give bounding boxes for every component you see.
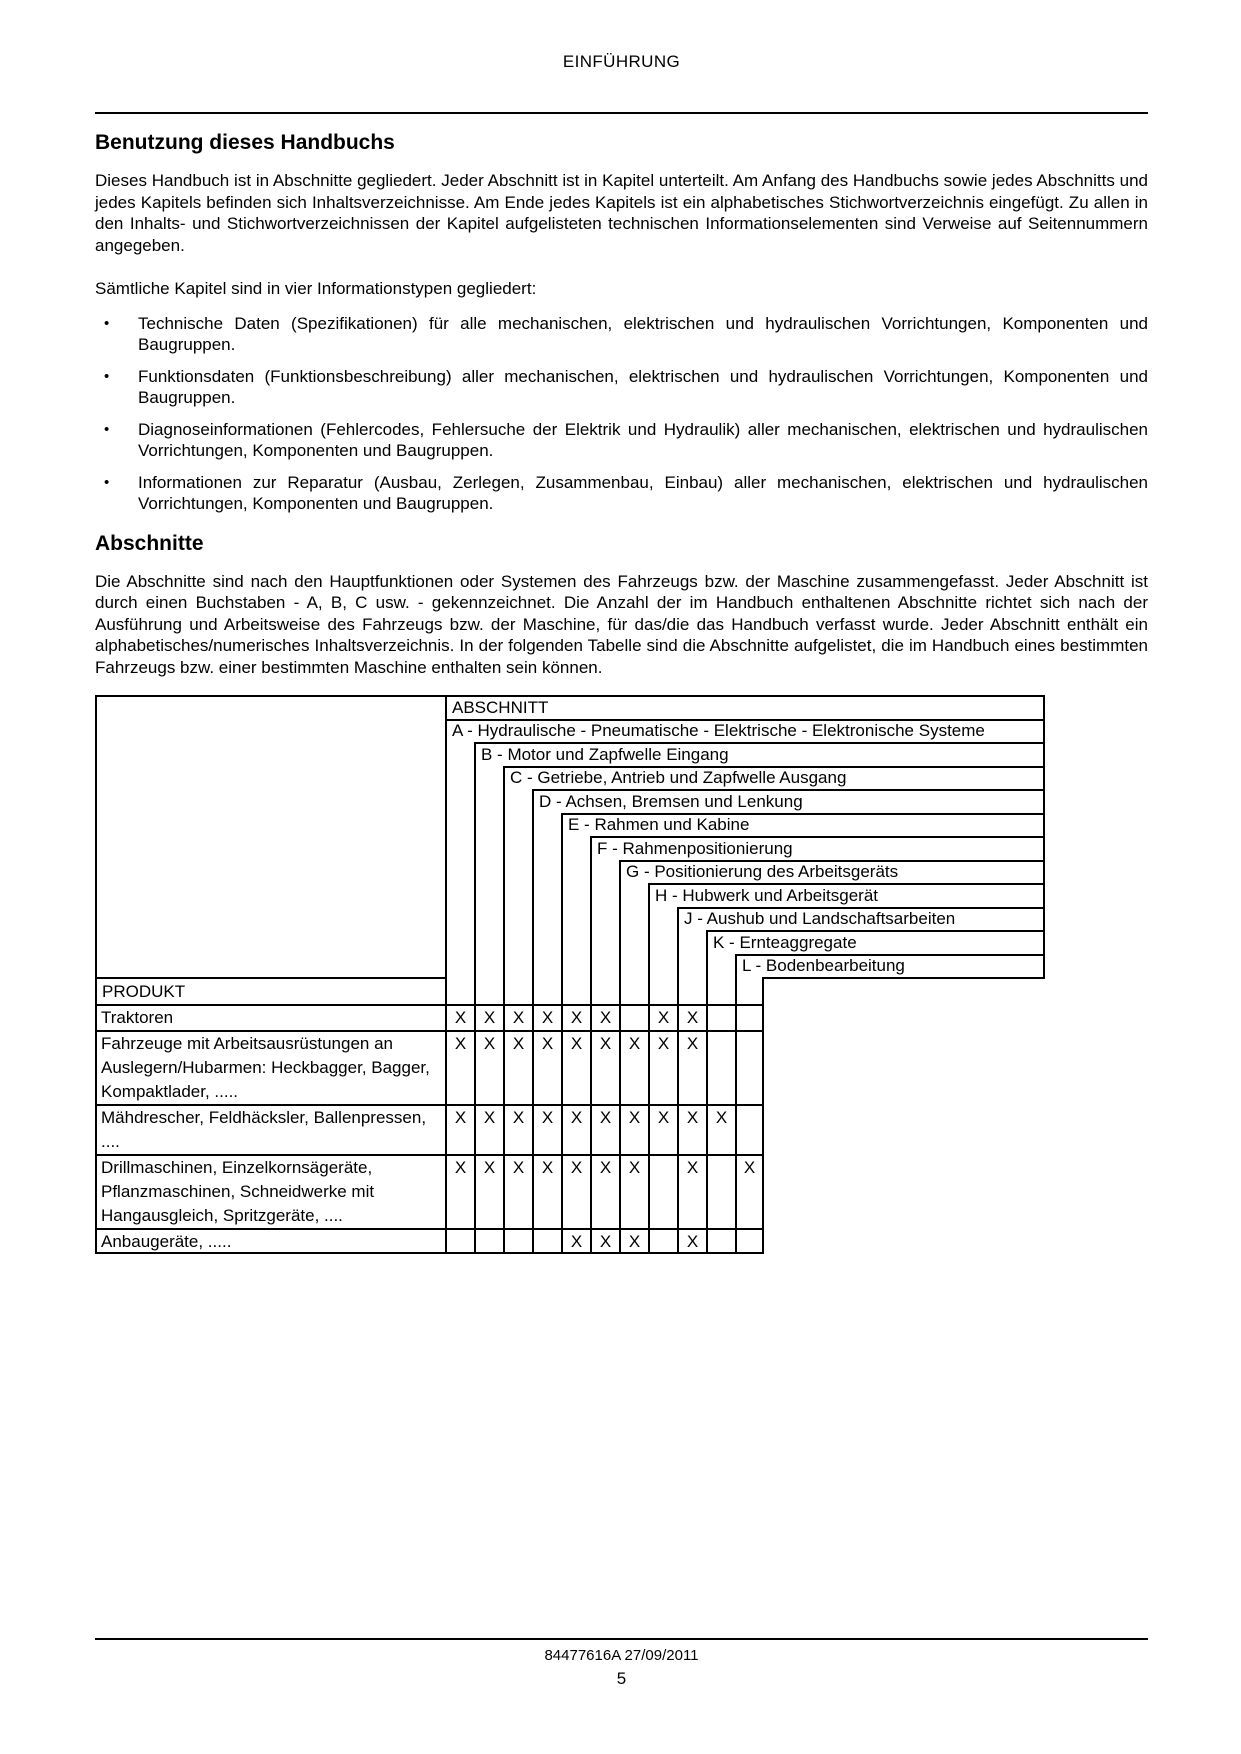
- mark-cell: X: [445, 1104, 474, 1154]
- channel-cell: [706, 977, 735, 1004]
- list-item: [95, 313, 1148, 356]
- mark-cell: X: [445, 1154, 474, 1228]
- mark-cell: [735, 1104, 764, 1154]
- mark-cell: X: [532, 1030, 561, 1104]
- channel-cell: [474, 977, 503, 1004]
- column-strip-h: [648, 907, 677, 978]
- mark-cell: X: [590, 1030, 619, 1104]
- channel-cell: [445, 977, 474, 1004]
- usage-intro-paragraph: Dieses Handbuch ist in Abschnitte gegliedert. Jeder Abschnitt ist in Kapitel unterteilt. Am Anfang des Handbuchs sowie jedes Abschnitts und jedes Kapitels befinden sich Inhaltsverzeichnisse. Am Ende jedes Kapitels ist ein alphabetisches Stichwortverzeichnis eingefügt. Zu allen in den Inhalts- und Stichwortverzeichnissen der Kapitel aufgelisteten technischen Informationselementen sind Verweise auf Seitennummern angegeben.: [95, 171, 1148, 255]
- mark-cell: [474, 1228, 503, 1254]
- mark-cell: X: [474, 1154, 503, 1228]
- mark-cell: X: [561, 1154, 590, 1228]
- mark-cell: X: [590, 1004, 619, 1030]
- column-strip-e: [561, 836, 590, 977]
- list-intro-paragraph: Sämtliche Kapitel sind in vier Informationstypen gegliedert:: [95, 279, 537, 298]
- mark-cell: X: [590, 1154, 619, 1228]
- bullet-icon: •: [104, 420, 110, 438]
- table-row-product: Traktoren: [95, 1004, 445, 1030]
- mark-cell: [503, 1228, 532, 1254]
- mark-cell: X: [590, 1228, 619, 1254]
- column-strip-b: [474, 766, 503, 978]
- bullet-icon: •: [104, 367, 110, 385]
- mark-cell: X: [561, 1004, 590, 1030]
- section-header-h: H - Hubwerk und Arbeitsgerät: [648, 883, 1045, 907]
- abschnitte-paragraph: Die Abschnitte sind nach den Hauptfunktionen oder Systemen des Fahrzeugs bzw. der Maschine zusammengefasst. Jeder Abschnitt ist durch einen Buchstaben - A, B, C usw. - gekennzeichnet. Die Anzahl der im Handbuch enthaltenen Abschnitte richtet sich nach der Ausführung und Arbeitsweise des Fahrzeugs bzw. der Maschine, für das/die das Handbuch verfasst wurde. Jeder Abschnitt enthält ein alphabetisches/numerisches Inhaltsverzeichnis. In der folgenden Tabelle sind die Abschnitte aufgelistet, die im Handbuch eines bestimmten Fahrzeugs bzw. einer bestimmten Maschine enthalten sein können.: [95, 571, 1148, 677]
- table-row-product: Fahrzeuge mit Arbeitsausrüstungen an Auslegern/Hubarmen: Heckbagger, Bagger, Kompaktlader, .....: [95, 1030, 445, 1104]
- mark-cell: [706, 1154, 735, 1228]
- mark-cell: X: [503, 1004, 532, 1030]
- running-header: EINFÜHRUNG: [562, 52, 681, 71]
- produkt-header-cell: PRODUKT: [95, 977, 445, 1004]
- mark-cell: X: [561, 1030, 590, 1104]
- section-header-d: D - Achsen, Bremsen und Lenkung: [532, 789, 1045, 813]
- column-strip-a: [445, 742, 474, 977]
- mark-cell: X: [677, 1004, 706, 1030]
- list-item-text: Funktionsdaten (Funktionsbeschreibung) aller mechanischen, elektrischen und hydraulischen Vorrichtungen, Komponenten und Baugruppen.: [138, 366, 1148, 407]
- mark-cell: [735, 1030, 764, 1104]
- section-header-l: L - Bodenbearbeitung: [735, 954, 1045, 978]
- column-strip-j: [677, 930, 706, 977]
- header-rule: [95, 112, 1148, 114]
- list-item-text: Informationen zur Reparatur (Ausbau, Zerlegen, Zusammenbau, Einbau) aller mechanischen, elektrischen und hydraulischen Vorrichtungen, Komponenten und Baugruppen.: [138, 472, 1148, 513]
- mark-cell: X: [619, 1228, 648, 1254]
- bullet-icon: •: [104, 314, 110, 332]
- table-row-product: Drillmaschinen, Einzelkornsägeräte, Pflanzmaschinen, Schneidwerke mit Hangausgleich, Spritzgeräte, ....: [95, 1154, 445, 1228]
- channel-cell: [735, 977, 764, 1004]
- mark-cell: X: [677, 1154, 706, 1228]
- list-item-text: Technische Daten (Spezifikationen) für alle mechanischen, elektrischen und hydraulischen Vorrichtungen, Komponenten und Baugruppen.: [138, 313, 1148, 354]
- mark-cell: X: [677, 1228, 706, 1254]
- mark-cell: X: [532, 1004, 561, 1030]
- mark-cell: [445, 1228, 474, 1254]
- section-header-c: C - Getriebe, Antrieb und Zapfwelle Ausgang: [503, 766, 1045, 790]
- section-title-abschnitte: Abschnitte: [95, 531, 204, 555]
- mark-cell: X: [445, 1004, 474, 1030]
- section-header-j: J - Aushub und Landschaftsarbeiten: [677, 907, 1045, 931]
- mark-cell: X: [706, 1104, 735, 1154]
- table-edge-closer: [764, 977, 1045, 1004]
- mark-cell: [648, 1154, 677, 1228]
- mark-cell: X: [648, 1004, 677, 1030]
- mark-cell: X: [677, 1030, 706, 1104]
- channel-cell: [677, 977, 706, 1004]
- mark-cell: X: [503, 1104, 532, 1154]
- column-strip-f: [590, 860, 619, 978]
- mark-cell: [619, 1004, 648, 1030]
- channel-cell: [590, 977, 619, 1004]
- footer-rule: [95, 1638, 1148, 1640]
- page-number: 5: [616, 1669, 627, 1688]
- mark-cell: X: [735, 1154, 764, 1228]
- mark-cell: X: [532, 1154, 561, 1228]
- page-content: [95, 0, 1148, 1254]
- mark-cell: [532, 1228, 561, 1254]
- sections-table: [95, 695, 1148, 1254]
- mark-cell: X: [561, 1228, 590, 1254]
- column-strip-d: [532, 813, 561, 978]
- table-corner-cell: [95, 695, 445, 977]
- mark-cell: X: [677, 1104, 706, 1154]
- mark-cell: X: [561, 1104, 590, 1154]
- section-header-f: F - Rahmenpositionierung: [590, 836, 1045, 860]
- section-title-usage: Benutzung dieses Handbuchs: [95, 131, 395, 154]
- info-types-list: [95, 313, 1148, 515]
- mark-cell: X: [532, 1104, 561, 1154]
- mark-cell: [706, 1228, 735, 1254]
- list-item-text: Diagnoseinformationen (Fehlercodes, Fehlersuche der Elektrik und Hydraulik) aller mechanischen, elektrischen und hydraulischen Vorrichtungen, Komponenten und Baugruppen.: [138, 419, 1148, 460]
- mark-cell: X: [619, 1030, 648, 1104]
- mark-cell: X: [648, 1030, 677, 1104]
- mark-cell: [706, 1004, 735, 1030]
- channel-cell: [532, 977, 561, 1004]
- mark-cell: [735, 1004, 764, 1030]
- mark-cell: X: [474, 1030, 503, 1104]
- document-reference: 84477616A 27/09/2011: [544, 1647, 699, 1664]
- mark-cell: X: [474, 1004, 503, 1030]
- section-header-g: G - Positionierung des Arbeitsgeräts: [619, 860, 1045, 884]
- list-item: [95, 472, 1148, 515]
- mark-cell: X: [503, 1030, 532, 1104]
- channel-cell: [503, 977, 532, 1004]
- channel-cell: [561, 977, 590, 1004]
- mark-cell: [735, 1228, 764, 1254]
- mark-cell: X: [619, 1154, 648, 1228]
- column-strip-c: [503, 789, 532, 977]
- mark-cell: [648, 1228, 677, 1254]
- list-item: [95, 419, 1148, 462]
- bullet-icon: •: [104, 473, 110, 491]
- section-header-e: E - Rahmen und Kabine: [561, 813, 1045, 837]
- table-row-product: Anbaugeräte, .....: [95, 1228, 445, 1254]
- mark-cell: X: [619, 1104, 648, 1154]
- mark-cell: X: [648, 1104, 677, 1154]
- column-strip-g: [619, 883, 648, 977]
- channel-cell: [648, 977, 677, 1004]
- channel-cell: [619, 977, 648, 1004]
- table-row-product: Mähdrescher, Feldhäcksler, Ballenpressen, ....: [95, 1104, 445, 1154]
- section-header-b: B - Motor und Zapfwelle Eingang: [474, 742, 1045, 766]
- page-footer: [95, 1638, 1148, 1689]
- mark-cell: X: [445, 1030, 474, 1104]
- mark-cell: X: [590, 1104, 619, 1154]
- section-header-a: A - Hydraulische - Pneumatische - Elektrische - Elektronische Systeme: [445, 719, 1045, 743]
- mark-cell: X: [474, 1104, 503, 1154]
- section-header-k: K - Ernteaggregate: [706, 930, 1045, 954]
- list-item: [95, 366, 1148, 409]
- mark-cell: [706, 1030, 735, 1104]
- mark-cell: X: [503, 1154, 532, 1228]
- column-strip-k: [706, 954, 735, 978]
- table-header-abschnitt: ABSCHNITT: [445, 695, 1045, 719]
